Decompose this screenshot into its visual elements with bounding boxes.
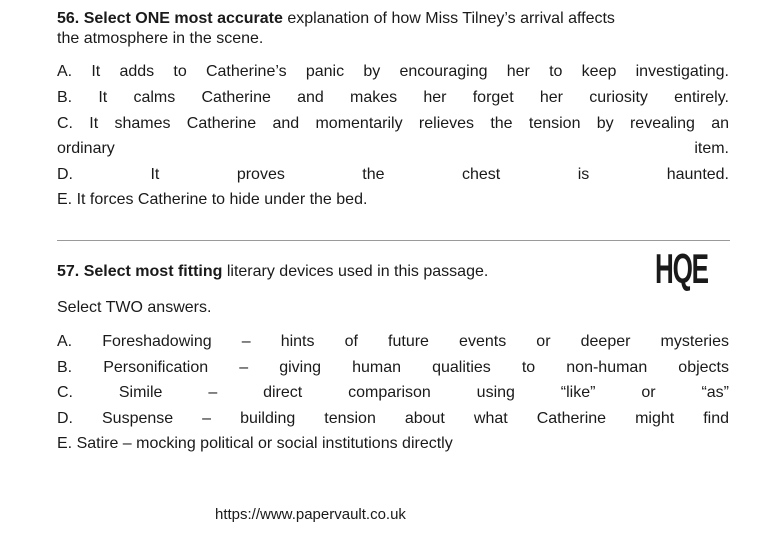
question-56-number: 56.: [57, 10, 80, 27]
question-57-stem-rest: literary devices used in this passage.: [226, 263, 489, 280]
question-56-option-a[interactable]: A. It adds to Catherine’s panic by encouraging her to keep investigating.: [57, 63, 729, 80]
question-57-instruction: Select TWO answers.: [57, 299, 212, 316]
question-57-option-a[interactable]: A. Foreshadowing – hints of future events or deeper mysteries: [57, 333, 729, 350]
hqe-logo: HQE: [655, 245, 708, 292]
question-57-stem: [57, 262, 617, 282]
question-57-option-e[interactable]: E. Satire – mocking political or social institutions directly: [57, 435, 453, 452]
question-56-option-b[interactable]: B. It calms Catherine and makes her forget her curiosity entirely.: [57, 89, 729, 106]
question-56-option-c[interactable]: C. It shames Catherine and momentarily relieves the tension by revealing an: [57, 115, 729, 132]
question-57-lead: Select most fitting: [83, 263, 223, 280]
question-56-option-c-cont[interactable]: ordinary item.: [57, 140, 729, 157]
footer-url[interactable]: https://www.papervault.co.uk: [215, 506, 406, 523]
question-56-option-d[interactable]: D. It proves the chest is haunted.: [57, 166, 729, 183]
section-divider: [57, 240, 730, 241]
question-56-stem-rest: explanation of how Miss Tilney’s arrival affects: [287, 10, 615, 27]
question-56-stem-line2: the atmosphere in the scene.: [57, 30, 264, 47]
question-56-lead: Select ONE most accurate: [83, 10, 283, 27]
question-57-option-b[interactable]: B. Personification – giving human qualities to non-human objects: [57, 359, 729, 376]
question-57-option-d[interactable]: D. Suspense – building tension about what Catherine might find: [57, 410, 729, 427]
question-56-stem: [57, 9, 729, 29]
question-57-number: 57.: [57, 263, 80, 280]
question-56-option-e[interactable]: E. It forces Catherine to hide under the bed.: [57, 191, 368, 208]
question-57-option-c[interactable]: C. Simile – direct comparison using “like” or “as”: [57, 384, 729, 401]
